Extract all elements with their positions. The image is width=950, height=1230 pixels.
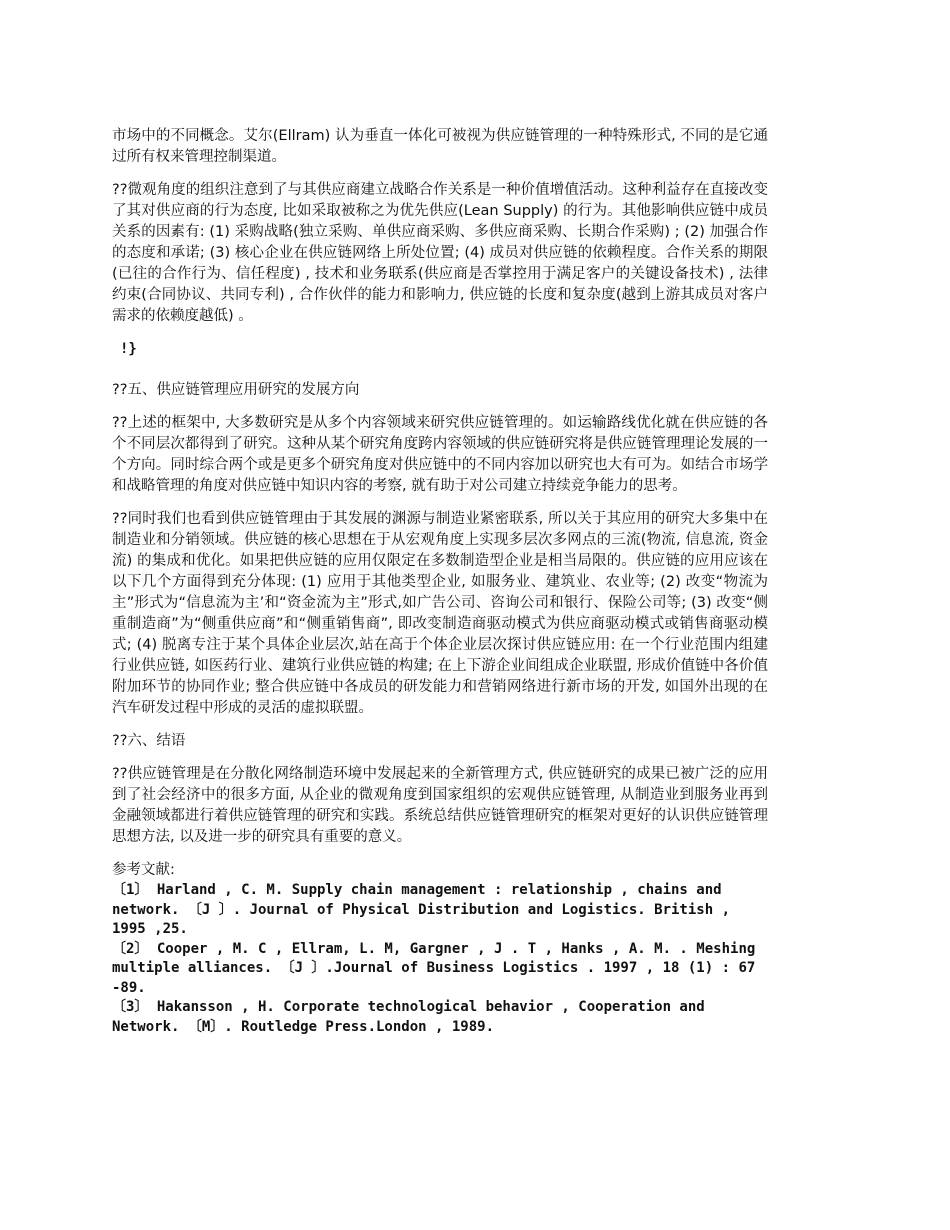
- text-fragment: !}: [120, 341, 137, 357]
- paragraph-framework: ??上述的框架中, 大多数研究是从多个内容领域来研究供应链管理的。如运输路线优化就在供应链的各个不同层次都得到了研究。这种从某个研究角度跨内容领域的供应链研究将是供应链管理理论发展的一个方向。同时综合两个或是更多个研究角度对供应链中的不同内容加以研究也大有可为。如结合市场学和战略管理的角度对供应链中知识内容的考察, 就有助于对公司建立持续竞争能力的思考。: [112, 415, 768, 494]
- paragraph-intro: 市场中的不同概念。艾尔(Ellram) 认为垂直一体化可被视为供应链管理的一种特殊形式, 不同的是它通过所有权来管理控制渠道。: [112, 128, 769, 165]
- document-page: [112, 126, 768, 1037]
- reference-item: 〔1〕 Harland , C. M. Supply chain management : relationship , chains and network. 〔J 〕. Journal of Physical Distribution and Logistics. British , 1995 ,25.: [112, 882, 731, 937]
- section-heading-5: ??五、供应链管理应用研究的发展方向: [112, 382, 360, 398]
- section-heading-6: ??六、结语: [112, 733, 186, 749]
- reference-item: 〔3〕 Hakansson , H. Corporate technological behavior , Cooperation and Network. 〔M〕. Routledge Press.London , 1989.: [112, 999, 705, 1035]
- references-section: [112, 860, 768, 1037]
- paragraph-micro-perspective: ??微观角度的组织注意到了与其供应商建立战略合作关系是一种价值增值活动。这种利益存在直接改变了其对供应商的行为态度, 比如采取被称之为优先供应(Lean Supply) 的行为。其他影响供应链中成员关系的因素有: (1) 采购战略(独立采购、单供应商采购、多供应商采购、长期合作采购) ; (2) 加强合作的态度和承诺; (3) 核心企业在供应链网络上所处位置; (4) 成员对供应链的依赖程度。合作关系的期限(已往的合作行为、信任程度) , 技术和业务联系(供应商是否掌控用于满足客户的关键设备技术) , 法律约束(合同协议、共同专利) , 合作伙伴的能力和影响力, 供应链的长度和复杂度(越到上游其成员对客户需求的依赖度越低) 。: [112, 182, 768, 324]
- paragraph-conclusion: ??供应链管理是在分散化网络制造环境中发展起来的全新管理方式, 供应链研究的成果已被广泛的应用到了社会经济中的很多方面, 从企业的微观角度到国家组织的宏观供应链管理, 从制造业到服务业再到金融领域都进行着供应链管理的研究和实践。系统总结供应链管理研究的框架对更好的认识供应链管理思想方法, 以及进一步的研究具有重要的意义。: [112, 766, 768, 845]
- paragraph-application: ??同时我们也看到供应链管理由于其发展的渊源与制造业紧密联系, 所以关于其应用的研究大多集中在制造业和分销领域。供应链的核心思想在于从宏观角度上实现多层次多网点的三流(物流, 信息流, 资金流) 的集成和优化。如果把供应链的应用仅限定在多数制造型企业是相当局限的。供应链的应用应该在以下几个方面得到充分体现: (1) 应用于其他类型企业, 如服务业、建筑业、农业等; (2) 改变“物流为主”形式为“信息流为主’和“资金流为主”形式,如广告公司、咨询公司和银行、保险公司等; (3) 改变“侧重制造商”为“侧重供应商”和“侧重销售商”, 即改变制造商驱动模式为供应商驱动模式或销售商驱动模式; (4) 脱离专注于某个具体企业层次,站在高于个体企业层次探讨供应链应用: 在一个行业范围内组建行业供应链, 如医药行业、建筑行业供应链的构建; 在上下游企业间组成企业联盟, 形成价值链中各价值附加环节的协同作业; 整合供应链中各成员的研发能力和营销网络进行新市场的开发, 如国外出现的在汽车研发过程中形成的灵活的虚拟联盟。: [112, 511, 768, 716]
- references-title: 参考文献:: [112, 862, 175, 878]
- reference-item: 〔2〕 Cooper , M. C , Ellram, L. M, Gargner , J . T , Hanks , A. M. . Meshing multiple alliances. 〔J 〕.Journal of Business Logistics . 1997 , 18 (1) : 67 -89.: [112, 940, 756, 996]
